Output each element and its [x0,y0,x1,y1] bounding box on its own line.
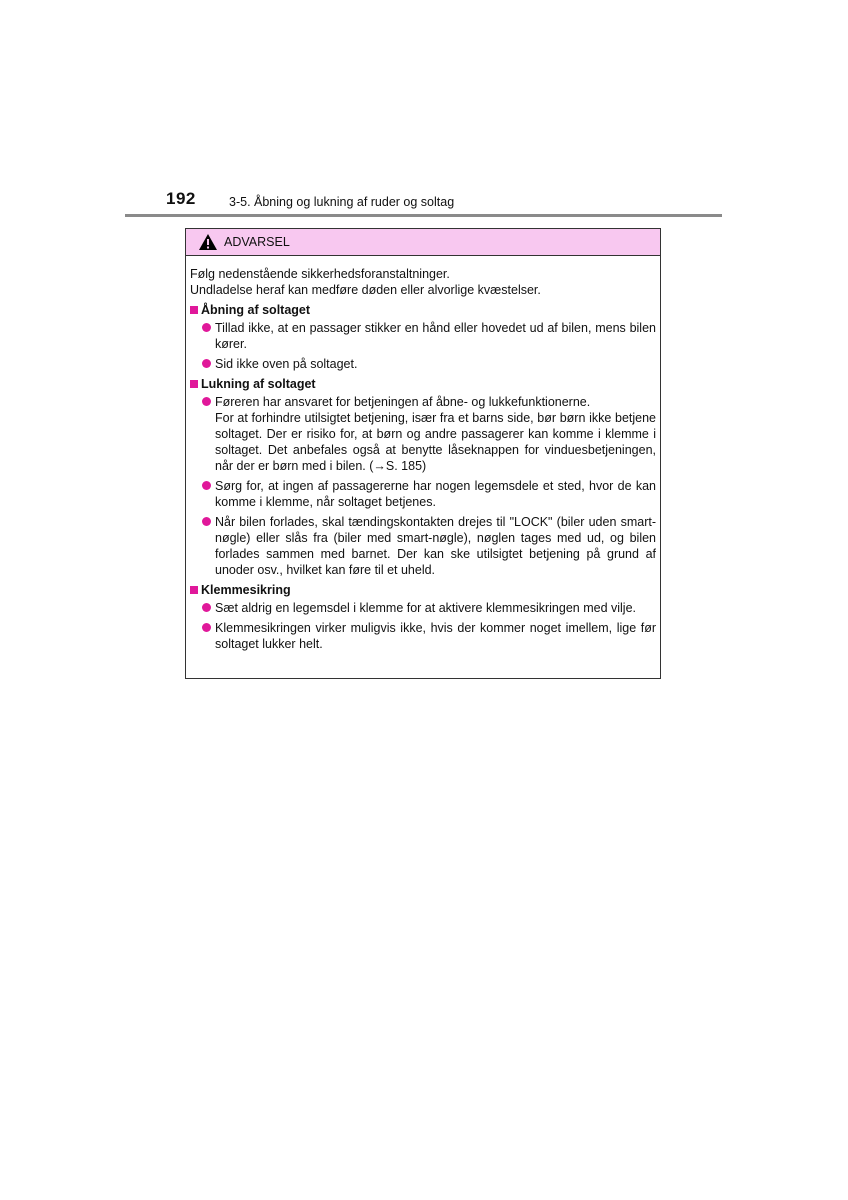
warning-triangle-icon [198,233,218,251]
bullet-text: Tillad ikke, at en passager stikker en hånd eller hovedet ud af bilen, mens bilen kører. [215,321,656,351]
warning-body [186,256,660,652]
list-item [190,620,656,652]
intro-line: Følg nedenstående sikkerhedsforanstaltninger. [190,267,450,281]
intro-line: Undladelse heraf kan medføre døden eller alvorlige kvæstelser. [190,283,541,297]
section-title: 3-5. Åbning og lukning af ruder og soltag [229,195,455,209]
circle-bullet-icon [202,397,211,406]
circle-bullet-icon [202,517,211,526]
bullet-text: For at forhindre utilsigtet betjening, især fra et barns side, bør børn ikke betjene soltaget. Der er risiko for, at børn og andre passagerer kan komme i klemme i soltaget. Det anbefales også at benytte låseknappen for vinduesbetjeningen, når der er børn med i bilen. (→S. 185) [215,411,656,473]
subheading-opening [190,302,656,318]
circle-bullet-icon [202,323,211,332]
circle-bullet-icon [202,623,211,632]
square-bullet-icon [190,306,198,314]
warning-header [186,229,660,256]
subheading-label: Lukning af soltaget [201,377,316,391]
list-item [190,356,656,372]
bullet-text: Sæt aldrig en legemsdel i klemme for at aktivere klemmesikringen med vilje. [215,601,636,615]
circle-bullet-icon [202,603,211,612]
bullet-text: Sid ikke oven på soltaget. [215,357,358,371]
bullet-text: Sørg for, at ingen af passagererne har nogen legemsdele et sted, hvor de kan komme i klemme, når soltaget betjenes. [215,479,656,509]
bullet-text: Når bilen forlades, skal tændingskontakten drejes til "LOCK" (biler uden smart-nøgle) eller slås fra (biler med smart-nøgle), nøglen tages med ud, og bilen forlades sammen med barnet. Der kan ske utilsigtet betjening på grund af unoder osv., hvilket kan føre til et uheld. [215,515,656,577]
warning-label: ADVARSEL [224,235,290,249]
list-item [190,514,656,578]
subheading-closing [190,376,656,392]
warning-intro [190,266,656,298]
circle-bullet-icon [202,359,211,368]
subheading-label: Åbning af soltaget [201,303,311,317]
list-item [190,394,656,474]
warning-box [185,228,661,679]
list-item [190,478,656,510]
subheading-label: Klemmesikring [201,583,291,597]
square-bullet-icon [190,380,198,388]
circle-bullet-icon [202,481,211,490]
header-rule [125,214,722,217]
bullet-text: Føreren har ansvaret for betjeningen af åbne- og lukkefunktionerne. [215,395,591,409]
list-item [190,320,656,352]
bullet-text: Klemmesikringen virker muligvis ikke, hvis der kommer noget imellem, lige før soltaget lukker helt. [215,621,656,651]
subheading-pinch-protection [190,582,656,598]
square-bullet-icon [190,586,198,594]
page-number: 192 [166,189,196,208]
list-item [190,600,656,616]
